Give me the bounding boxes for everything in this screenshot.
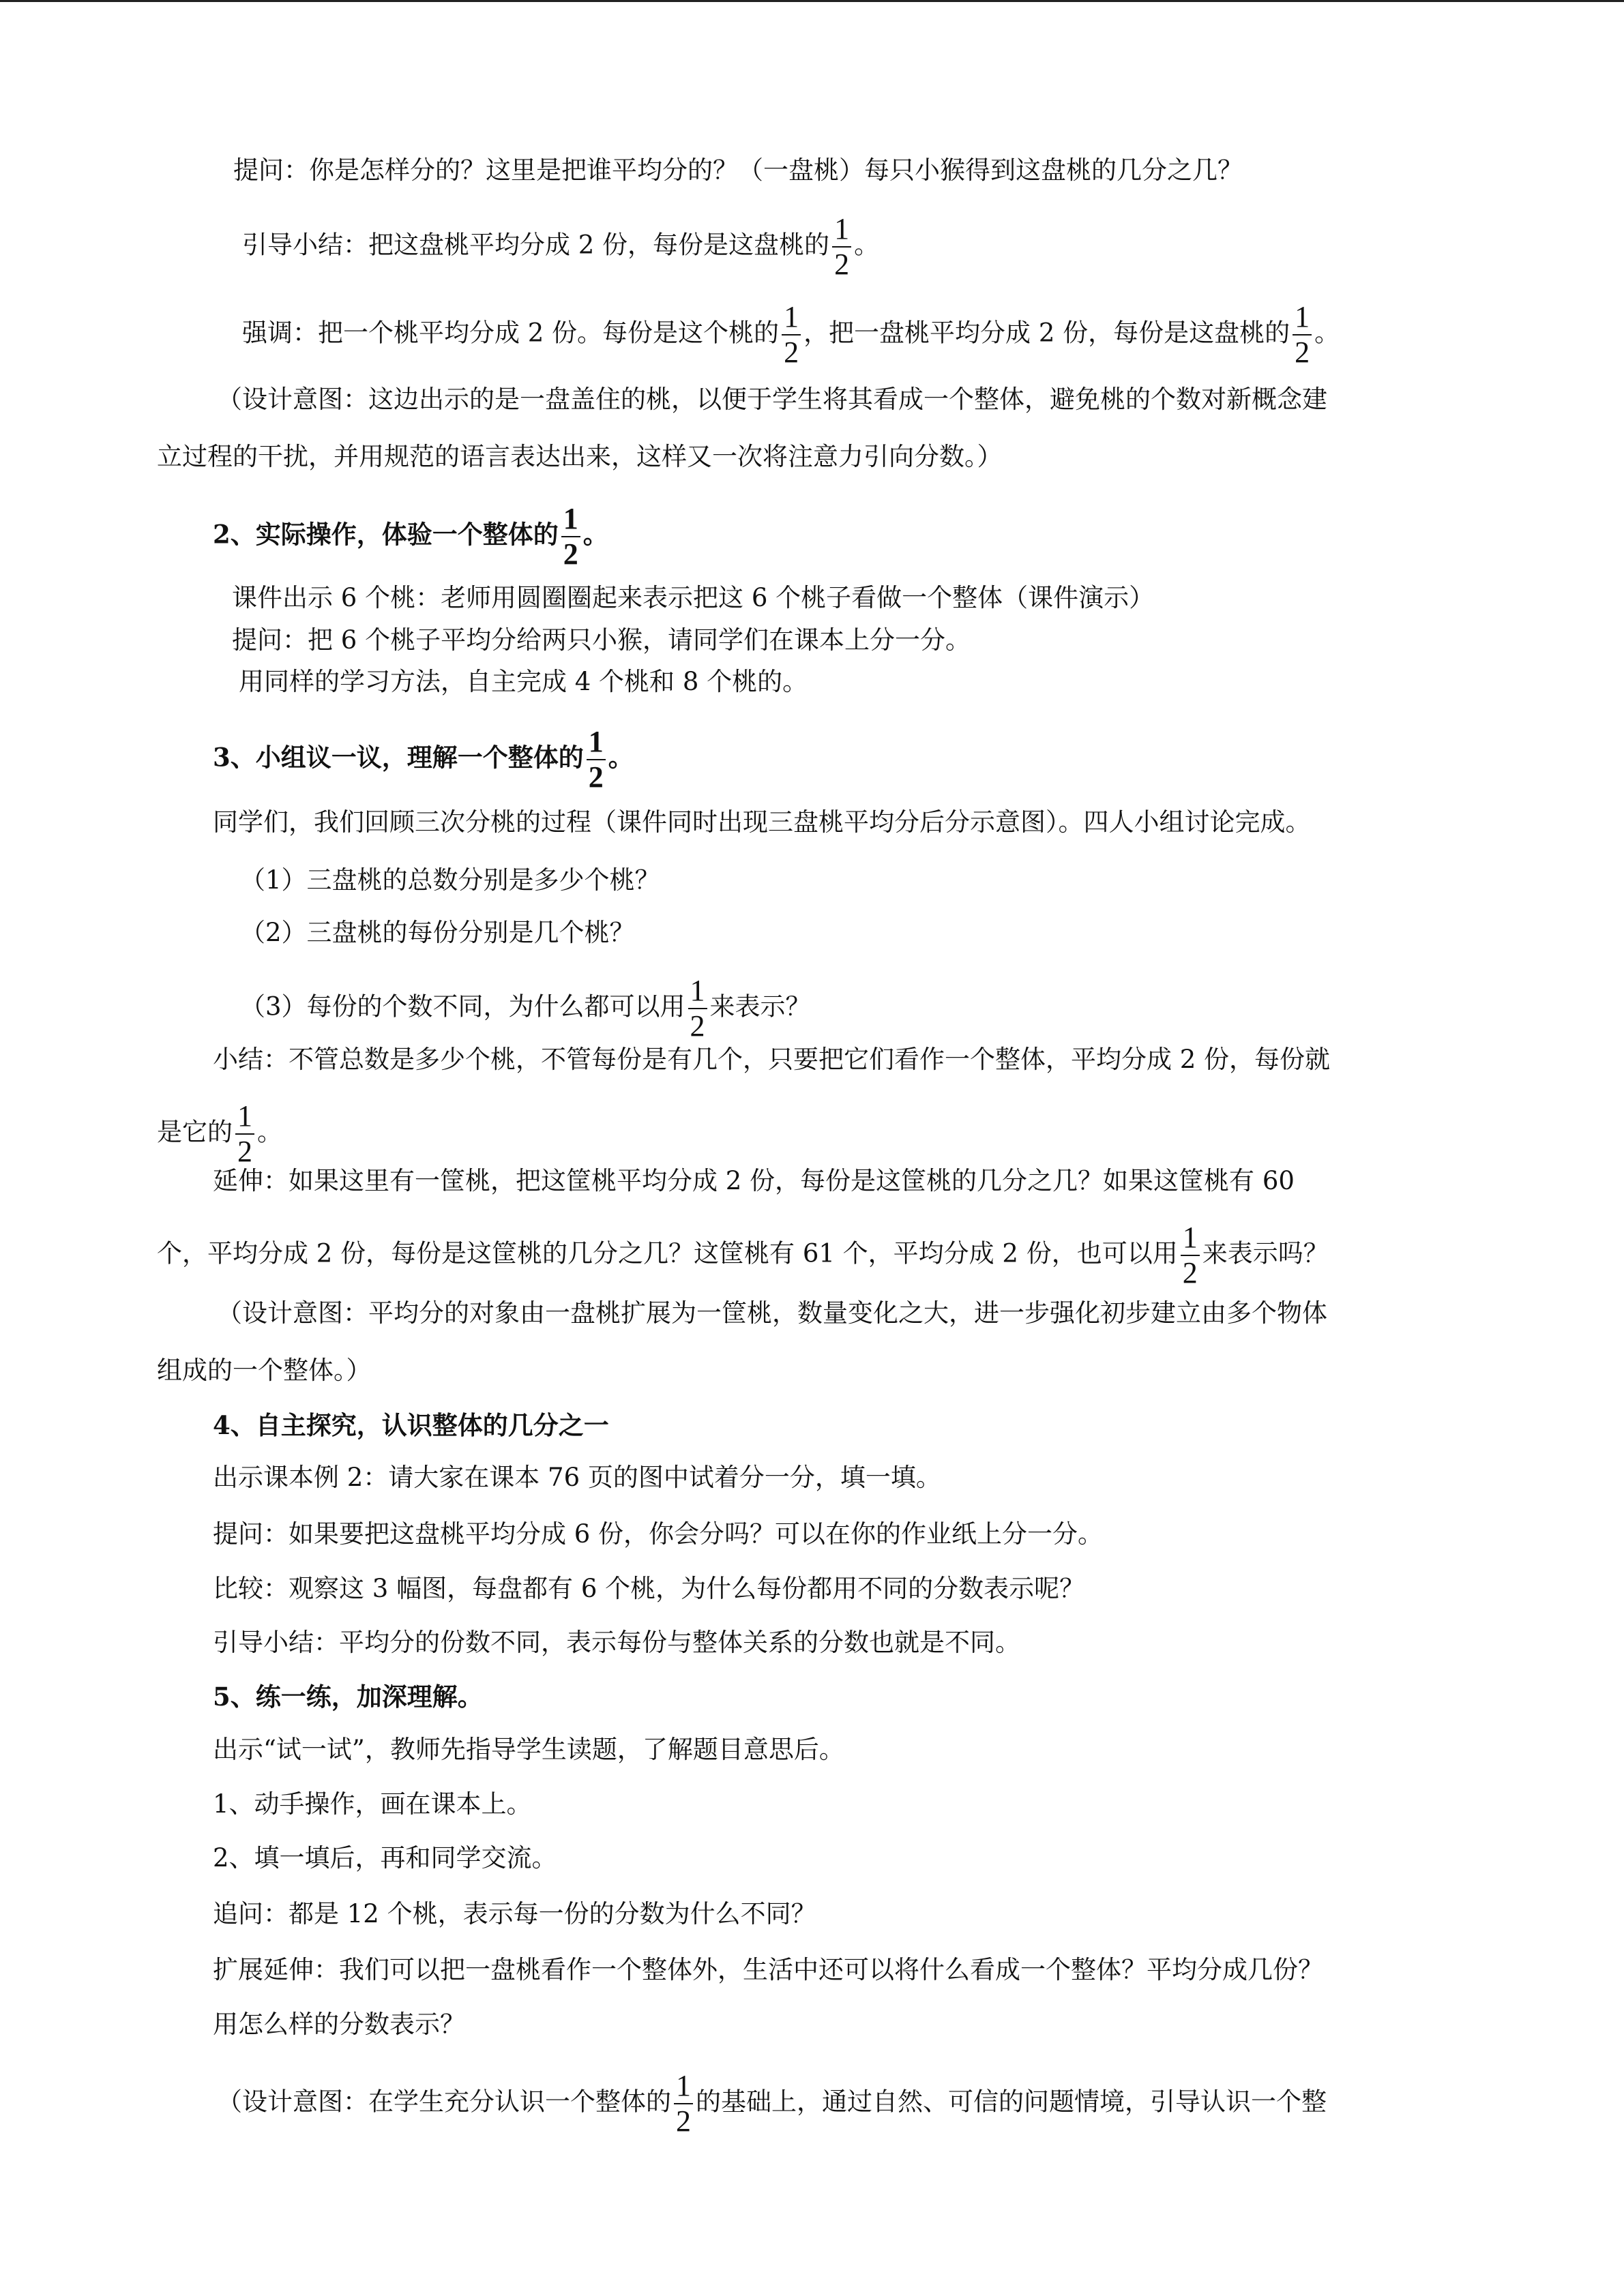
paragraph-emphasis <box>242 300 1340 370</box>
text: 出示课本例 2：请大家在课本 76 页的图中试着分一分，填一填。 <box>213 1463 941 1492</box>
fraction-one-half <box>674 2069 693 2138</box>
design-intent-3-line-1 <box>217 2069 1327 2138</box>
denominator: 2 <box>1295 336 1310 369</box>
denominator: 2 <box>1182 1256 1198 1289</box>
text: 组成的一个整体。） <box>157 1356 372 1385</box>
paragraph-expand-line-2 <box>213 2004 465 2045</box>
paragraph-courseware <box>232 578 1154 618</box>
design-intent-1-line-2 <box>157 436 1003 477</box>
paragraph-example <box>213 1457 941 1498</box>
text: （设计意图：这边出示的是一盘盖住的桃，以便于学生将其看成一个整体，避免桃的个数对新概念建 <box>217 385 1327 414</box>
denominator: 2 <box>834 248 850 281</box>
text: 。 <box>608 742 634 773</box>
numerator: 1 <box>1181 1221 1200 1256</box>
heading-section-4 <box>213 1405 609 1446</box>
text: （2）三盘桃的每份分别是几个桃？ <box>240 918 635 947</box>
text: 课件出示 6 个桃：老师用圆圈圈起来表示把这 6 个桃子看做一个整体（课件演示） <box>232 583 1155 612</box>
text: 立过程的干扰，并用规范的语言表达出来，这样又一次将注意力引向分数。） <box>157 442 1003 471</box>
text: （设计意图：平均分的对象由一盘桃扩展为一筐桃，数量变化之大，进一步强化初步建立由多个物体 <box>217 1298 1327 1328</box>
text: 用同样的学习方法，自主完成 4 个桃和 8 个桃的。 <box>239 667 808 696</box>
paragraph-summary-2-line-1 <box>213 1039 1330 1080</box>
text: （3）每份的个数不同，为什么都可以用 <box>240 992 685 1022</box>
denominator: 2 <box>563 537 578 571</box>
text: 是它的 <box>157 1117 233 1147</box>
text: 5、练一练，加深理解。 <box>213 1682 483 1712</box>
fraction-one-half <box>587 725 606 794</box>
fraction-one-half <box>1293 300 1312 370</box>
numerator: 1 <box>832 212 851 248</box>
numerator: 1 <box>235 1099 254 1135</box>
text: 来表示吗？ <box>1202 1238 1329 1268</box>
denominator: 2 <box>237 1135 252 1168</box>
text: 引导小结：平均分的份数不同，表示每份与整体关系的分数也就是不同。 <box>213 1628 1020 1657</box>
fraction-one-half <box>235 1099 254 1169</box>
text: 延伸：如果这里有一筐桃，把这筐桃平均分成 2 份，每份是这筐桃的几分之几？如果这筐桃有 60 <box>213 1166 1295 1195</box>
paragraph-summary-2-line-2 <box>157 1099 282 1169</box>
text: 4、自主探究，认识整体的几分之一 <box>213 1410 609 1440</box>
design-intent-2-line-2 <box>157 1350 372 1391</box>
numerator: 1 <box>561 502 580 537</box>
text: 的基础上，通过自然、可信的问题情境，引导认识一个整 <box>696 2087 1327 2117</box>
text: 。 <box>582 519 608 550</box>
page-top-border <box>0 0 1624 2</box>
text: 用怎么样的分数表示？ <box>213 2010 465 2039</box>
list-step-2 <box>213 1838 557 1879</box>
paragraph-self-study <box>239 661 808 702</box>
text: 1、动手操作，画在课本上。 <box>213 1789 532 1819</box>
paragraph-summary-3 <box>213 1622 1020 1663</box>
paragraph-extension-line-2 <box>157 1221 1329 1290</box>
text: 。 <box>1314 318 1340 348</box>
numerator: 1 <box>688 974 707 1009</box>
text: 2、填一填后，再和同学交流。 <box>213 1843 557 1873</box>
paragraph-question-1 <box>233 150 1243 191</box>
text: 提问：把 6 个桃子平均分给两只小猴，请同学们在课本上分一分。 <box>232 625 971 655</box>
text: 。 <box>257 1117 282 1147</box>
text: 。 <box>854 230 880 260</box>
paragraph-summary-1 <box>242 212 879 282</box>
text: （设计意图：在学生充分认识一个整体的 <box>217 2087 671 2117</box>
paragraph-compare <box>213 1568 1084 1609</box>
text: 引导小结：把这盘桃平均分成 2 份，每份是这盘桃的 <box>242 230 830 260</box>
denominator: 2 <box>588 760 604 794</box>
numerator: 1 <box>674 2069 693 2104</box>
text: 追问：都是 12 个桃，表示每一份的分数为什么不同？ <box>213 1899 816 1928</box>
design-intent-1-line-1 <box>217 379 1327 420</box>
text: 2、实际操作，体验一个整体的 <box>213 519 559 550</box>
list-step-1 <box>213 1784 532 1825</box>
text: 个，平均分成 2 份，每份是这筐桃的几分之几？这筐桃有 61 个，平均分成 2 份，也可以用 <box>157 1238 1178 1268</box>
paragraph-extension-line-1 <box>213 1161 1295 1202</box>
list-item-1 <box>240 860 660 901</box>
fraction-one-half <box>688 974 707 1043</box>
text: ，把一盘桃平均分成 2 份，每份是这盘桃的 <box>803 318 1290 348</box>
fraction-one-half <box>561 502 580 571</box>
heading-section-5 <box>213 1676 483 1717</box>
numerator: 1 <box>1293 300 1312 336</box>
list-item-3 <box>240 974 811 1043</box>
paragraph-question-3 <box>213 1514 1103 1555</box>
fraction-one-half <box>832 212 851 282</box>
design-intent-2-line-1 <box>217 1293 1327 1334</box>
text: 强调：把一个桃平均分成 2 份。每份是这个桃的 <box>242 318 780 348</box>
text: 提问：如果要把这盘桃平均分成 6 份，你会分吗？可以在你的作业纸上分一分。 <box>213 1519 1104 1549</box>
paragraph-try-it <box>213 1729 844 1770</box>
text: 来表示？ <box>709 992 811 1022</box>
denominator: 2 <box>690 1009 705 1043</box>
paragraph-review <box>213 802 1311 843</box>
text: 扩展延伸：我们可以把一盘桃看作一个整体外，生活中还可以将什么看成一个整体？平均分成几份？ <box>213 1955 1323 1984</box>
text: 3、小组议一议，理解一个整体的 <box>213 742 584 773</box>
list-item-2 <box>240 912 635 953</box>
text: 提问：你是怎样分的？这里是把谁平均分的？（一盘桃）每只小猴得到这盘桃的几分之几？ <box>233 155 1243 185</box>
paragraph-follow-up <box>213 1894 816 1935</box>
numerator: 1 <box>587 725 606 760</box>
paragraph-question-2 <box>232 620 971 661</box>
text: 比较：观察这 3 幅图，每盘都有 6 个桃，为什么每份都用不同的分数表示呢？ <box>213 1574 1085 1603</box>
fraction-one-half <box>1181 1221 1200 1290</box>
denominator: 2 <box>676 2104 691 2138</box>
denominator: 2 <box>784 336 799 369</box>
text: 小结：不管总数是多少个桃，不管每份是有几个，只要把它们看作一个整体，平均分成 2 份，每份就 <box>213 1045 1331 1074</box>
heading-section-2 <box>213 502 608 571</box>
text: 出示“试一试”，教师先指导学生读题，了解题目意思后。 <box>213 1735 844 1764</box>
fraction-one-half <box>782 300 801 370</box>
text: 同学们，我们回顾三次分桃的过程（课件同时出现三盘桃平均分后分示意图）。四人小组讨论完成。 <box>213 807 1311 837</box>
numerator: 1 <box>782 300 801 336</box>
text: （1）三盘桃的总数分别是多少个桃？ <box>240 865 660 895</box>
heading-section-3 <box>213 725 634 794</box>
paragraph-expand-line-1 <box>213 1950 1323 1991</box>
